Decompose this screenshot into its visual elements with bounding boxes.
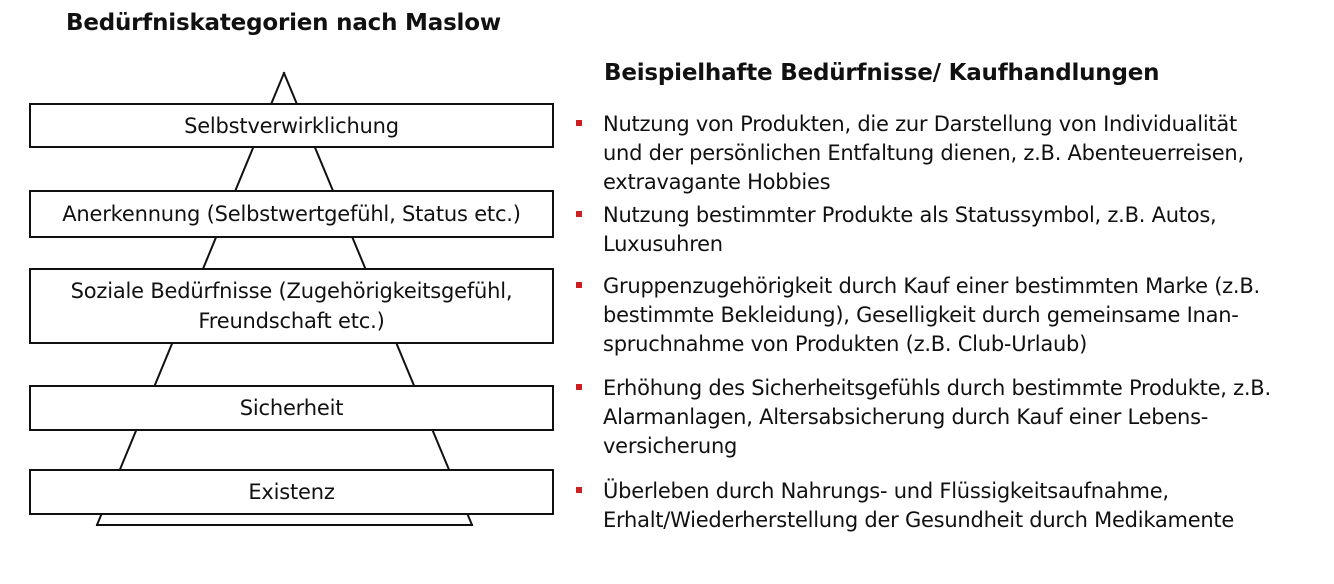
bullet-square-icon (576, 282, 582, 288)
examples-title: Beispielhafte Bedürfnisse/ Kaufhandlungen (604, 60, 1160, 86)
level-label: Soziale Bedürfnisse (Zugehörigkeitsgefühl, Freundschaft etc.) (70, 279, 513, 333)
example-text: Gruppenzugehörigkeit durch Kauf einer bestimmten Marke (z.B. bestimmte Bekleidung), Geselligkeit durch gemeinsame Inan- spruchnahme von Produkten (z.B. Club-Urlaub) (603, 274, 1260, 356)
example-item (576, 201, 1321, 261)
level-social (29, 268, 554, 344)
pyramid-title: Bedürfniskategorien nach Maslow (66, 10, 501, 36)
level-label: Existenz (248, 480, 335, 504)
level-safety (29, 385, 554, 431)
level-label: Sicherheit (239, 396, 344, 420)
bullet-square-icon (576, 120, 582, 126)
example-item (576, 477, 1321, 537)
bullet-square-icon (576, 384, 582, 390)
example-text: Überleben durch Nahrungs- und Flüssigkeitsaufnahme, Erhalt/Wiederherstellung der Gesundheit durch Medikamente (603, 479, 1235, 532)
example-text: Nutzung von Produkten, die zur Darstellung von Individualität und der persönlichen Entfaltung dienen, z.B. Abenteuerreisen, extravagante Hobbies (603, 112, 1244, 194)
level-label: Anerkennung (Selbstwertgefühl, Status etc.) (62, 202, 521, 226)
level-existence (29, 469, 554, 515)
example-item (576, 374, 1321, 464)
example-item (576, 272, 1321, 362)
example-text: Nutzung bestimmter Produkte als Statussymbol, z.B. Autos, Luxusuhren (603, 203, 1217, 256)
bullet-square-icon (576, 487, 582, 493)
example-text: Erhöhung des Sicherheitsgefühls durch bestimmte Produkte, z.B. Alarmanlagen, Altersabsicherung durch Kauf einer Lebens- versicherung (603, 376, 1271, 458)
level-esteem (29, 190, 554, 238)
level-self-actualization (29, 103, 554, 148)
level-label: Selbstverwirklichung (184, 113, 399, 138)
bullet-square-icon (576, 211, 582, 217)
example-item (576, 110, 1321, 200)
